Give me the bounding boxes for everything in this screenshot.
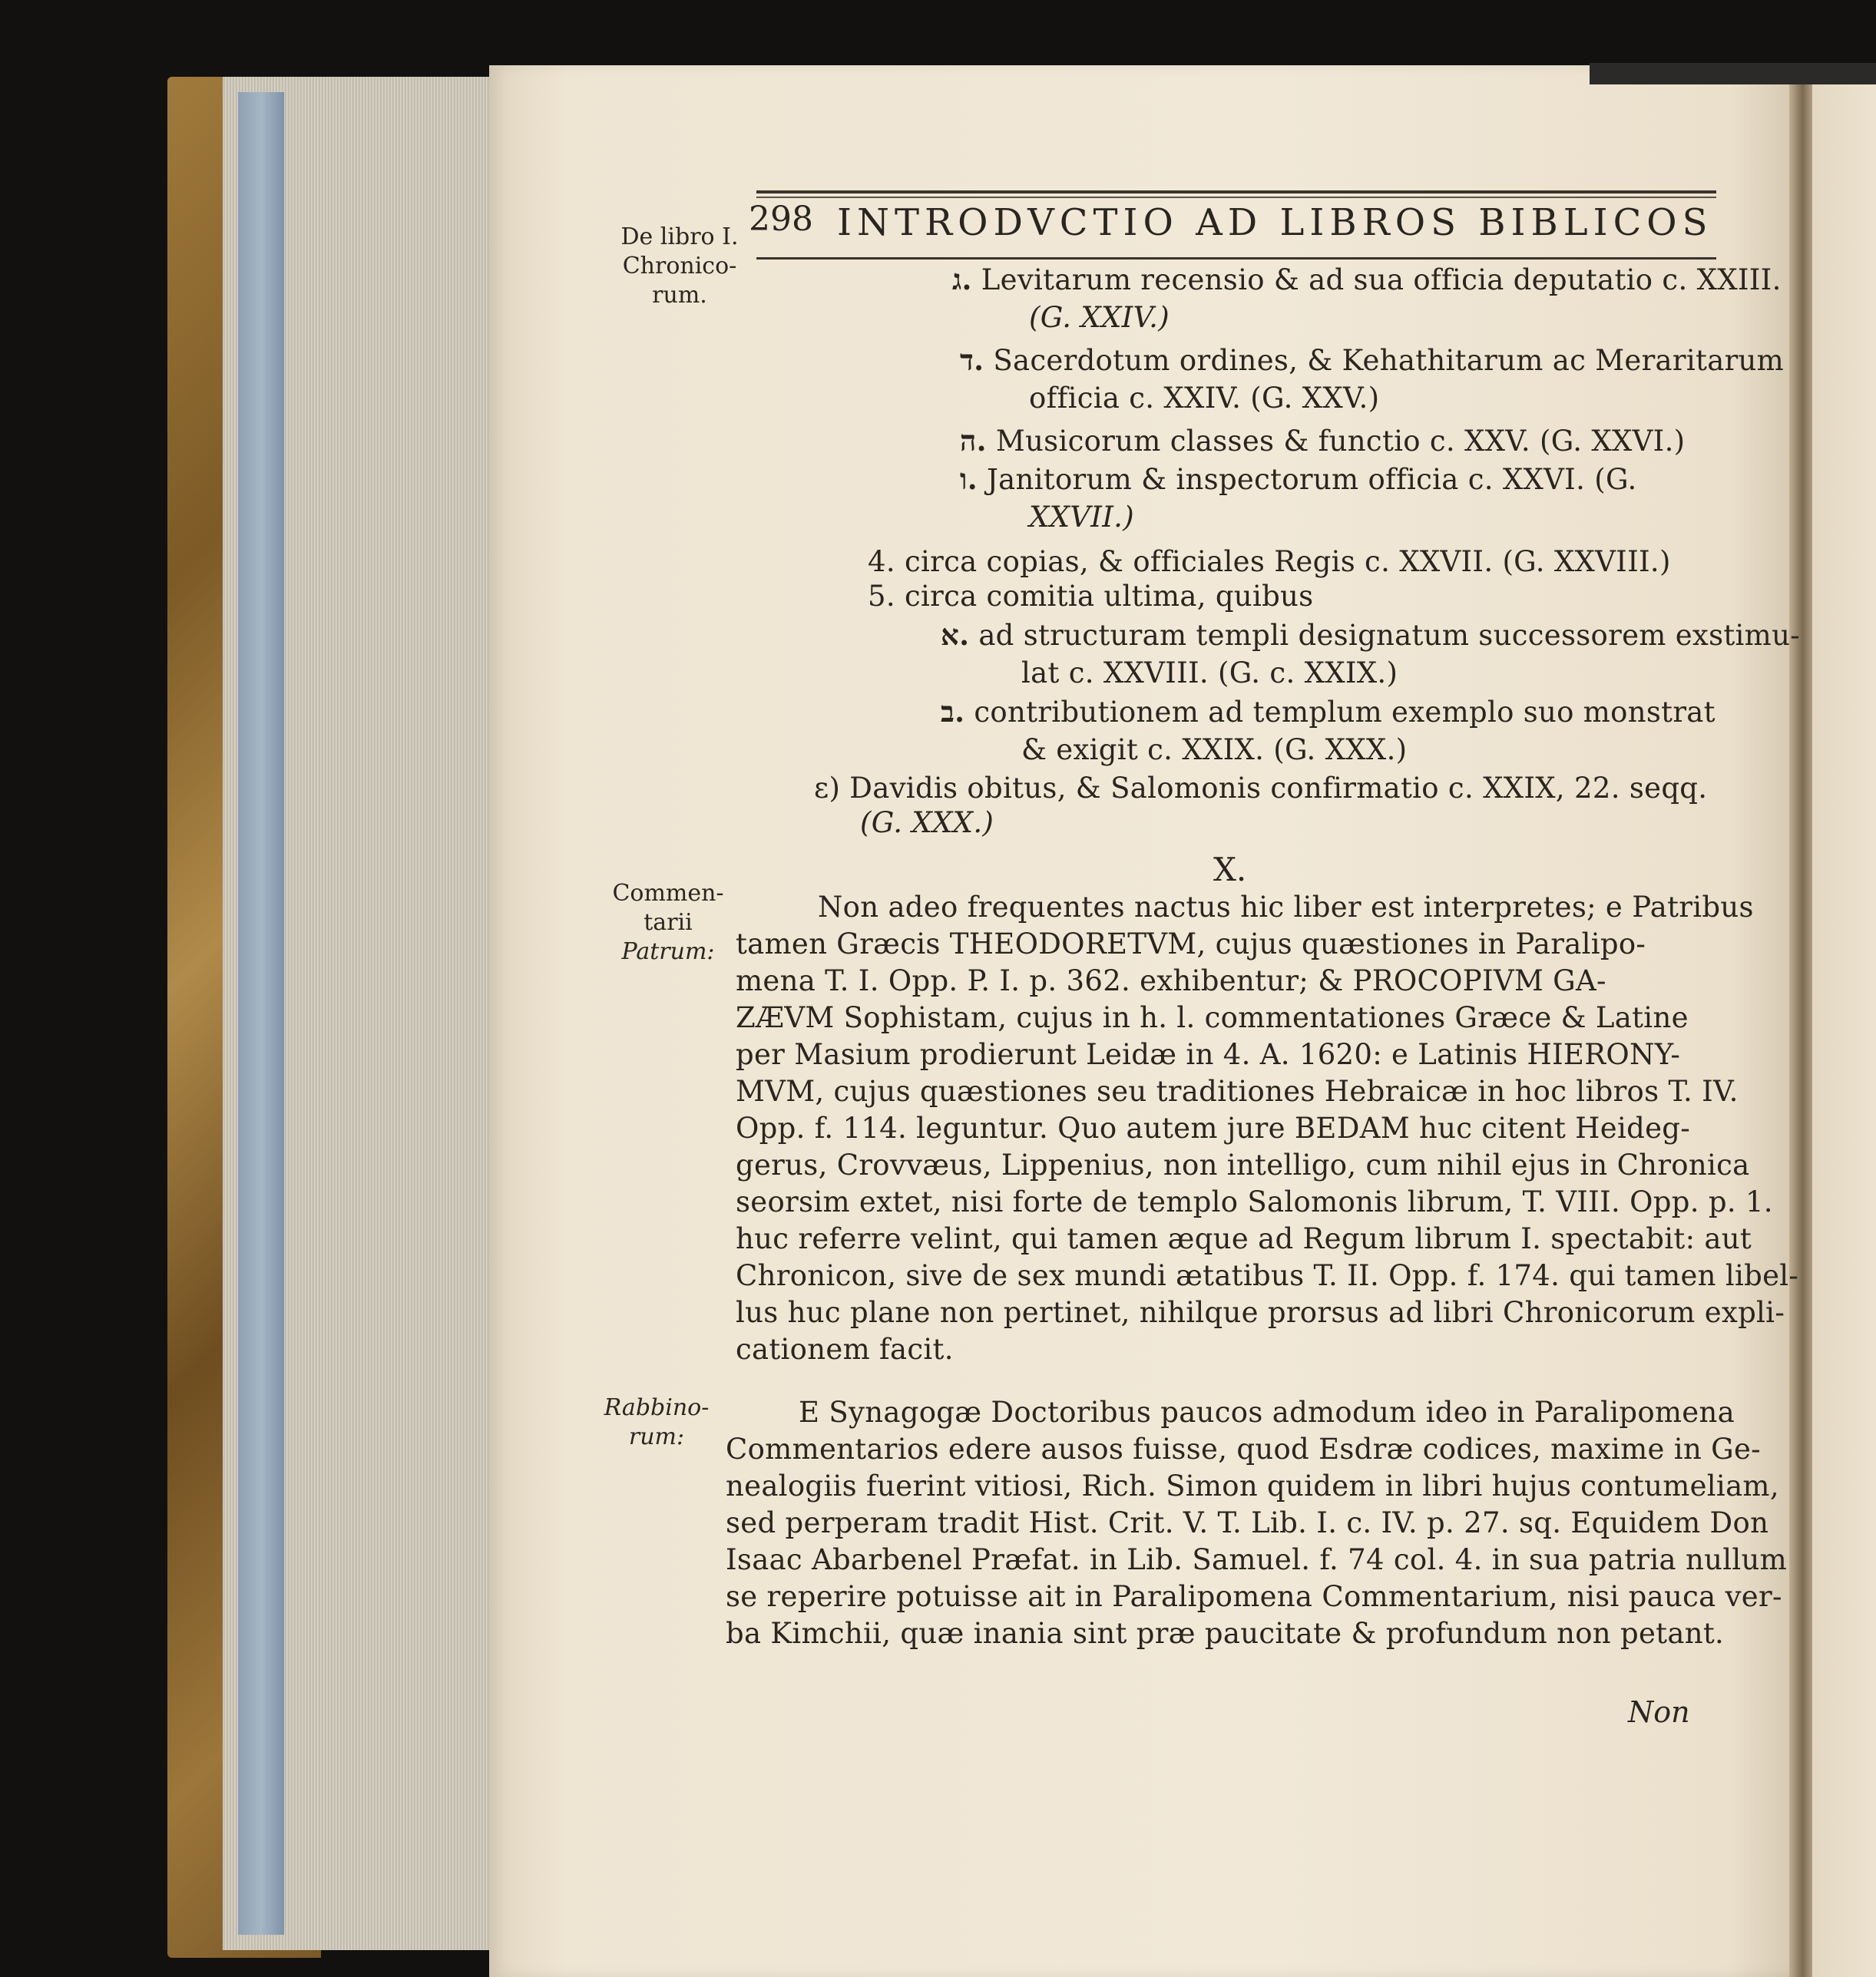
text-line: ba Kimchii, quæ inania sint præ paucitate & profundum non petant.: [726, 1617, 1725, 1650]
margin-line: Chronico-: [622, 253, 737, 279]
margin-note-patrum: [603, 879, 733, 967]
header-rule: [756, 190, 1716, 193]
outline-marker: ג.: [952, 263, 972, 296]
outline-item: [960, 424, 1685, 458]
margin-line: rum.: [652, 282, 707, 309]
outline-text: lat c. XXVIII. (G. c. XXIX.): [1021, 656, 1398, 689]
outline-text: (G. XXX.): [860, 806, 994, 839]
margin-note-book: [614, 223, 745, 310]
margin-line: Commen-: [612, 880, 724, 907]
facing-page-edge: [1812, 65, 1876, 1977]
outline-item: [941, 618, 1800, 653]
text-line: Isaac Abarbenel Præfat. in Lib. Samuel. f. 74 col. 4. in sua patria nullum: [726, 1543, 1787, 1576]
outline-text: circa comitia ultima, quibus: [904, 580, 1314, 613]
outline-text: circa copias, & officiales Regis c. XXVII. (G. XXVIII.): [904, 545, 1671, 578]
margin-line: De libro I.: [620, 223, 739, 250]
outline-marker: ד.: [960, 343, 984, 377]
outline-marker: ε): [814, 772, 841, 805]
outline-text: & exigit c. XXIX. (G. XXX.): [1021, 733, 1408, 766]
outline-item: [868, 580, 1313, 613]
text-line: gerus, Crovvæus, Lippenius, non intelligo, cum nihil ejus in Chronica: [736, 1149, 1750, 1182]
outline-text: officia c. XXIV. (G. XXV.): [1029, 382, 1380, 415]
outline-text: contributionem ad templum exemplo suo monstrat: [974, 696, 1716, 729]
outline-marker: ב.: [941, 695, 965, 729]
outline-item: [1029, 501, 1134, 534]
outline-text: ad structuram templi designatum successorem exstimu-: [978, 619, 1800, 652]
text-line: lus huc plane non pertinet, nihilque prorsus ad libri Chronicorum expli-: [736, 1296, 1785, 1329]
text-line: Opp. f. 114. leguntur. Quo autem jure BEDAM huc citent Heideg-: [736, 1112, 1691, 1145]
dark-tab: [1590, 63, 1876, 84]
text-line: cationem facit.: [736, 1333, 954, 1366]
text-line: nealogiis fuerint vitiosi, Rich. Simon quidem in libri hujus contumeliam,: [726, 1470, 1779, 1503]
outline-item: [868, 545, 1671, 578]
outline-item: [960, 343, 1784, 378]
outline-text: Sacerdotum ordines, & Kehathitarum ac Meraritarum: [993, 344, 1785, 377]
outline-text: Davidis obitus, & Salomonis confirmatio c. XXIX, 22. seqq.: [849, 772, 1708, 805]
outline-item: [860, 806, 994, 839]
page-number: 298: [749, 200, 813, 239]
margin-line: tarii: [644, 909, 693, 936]
text-line: per Masium prodierunt Leidæ in 4. A. 1620: e Latinis HIERONY-: [736, 1038, 1681, 1071]
outline-item: [1021, 733, 1407, 766]
running-head: INTRODVCTIO AD LIBROS BIBLICOS: [837, 201, 1713, 244]
outline-marker: ו.: [960, 462, 978, 496]
header-rule-thin: [756, 197, 1716, 198]
outline-item: [960, 462, 1637, 497]
outline-item: [941, 695, 1716, 729]
outline-text: Musicorum classes & functio c. XXV. (G. XXVI.): [995, 425, 1686, 458]
page-edge-color: [238, 92, 284, 1935]
text-line: seorsim extet, nisi forte de templo Salomonis librum, T. VIII. Opp. p. 1.: [736, 1185, 1773, 1218]
outline-text: Janitorum & inspectorum officia c. XXVI. (G.: [987, 463, 1637, 496]
text-line: Commentarios edere ausos fuisse, quod Esdræ codices, maxime in Ge-: [726, 1433, 1761, 1466]
section-number: X.: [1213, 851, 1247, 888]
margin-line: Patrum:: [621, 938, 715, 965]
outline-marker: א.: [941, 618, 970, 652]
margin-line: rum:: [628, 1423, 685, 1450]
margin-line: Rabbino-: [604, 1394, 710, 1421]
outline-item: [1029, 301, 1170, 334]
outline-item: [814, 772, 1707, 805]
text-line: MVM, cujus quæstiones seu traditiones Hebraicæ in hoc libros T. IV.: [736, 1075, 1739, 1108]
outline-marker: ה.: [960, 424, 987, 458]
text-line: se reperire potuisse ait in Paralipomena Commentarium, nisi pauca ver-: [726, 1580, 1782, 1613]
catchword: Non: [1628, 1695, 1690, 1729]
outline-marker: 4.: [868, 545, 895, 578]
text-line: Chronicon, sive de sex mundi ætatibus T. II. Opp. f. 174. qui tamen libel-: [736, 1259, 1799, 1292]
outline-item: [952, 263, 1782, 297]
text-line: huc referre velint, qui tamen æque ad Regum librum I. spectabit: aut: [736, 1222, 1752, 1255]
outline-text: (G. XXIV.): [1029, 301, 1170, 334]
outline-item: [1029, 382, 1379, 415]
text-line: E Synagogæ Doctoribus paucos admodum ideo in Paralipomena: [799, 1396, 1735, 1429]
outline-marker: 5.: [868, 580, 895, 613]
margin-note-rabbinorum: [591, 1393, 722, 1452]
text-line: sed perperam tradit Hist. Crit. V. T. Lib. I. c. IV. p. 27. sq. Equidem Don: [726, 1506, 1769, 1539]
header-underline: [756, 257, 1716, 260]
text-line: mena T. I. Opp. P. I. p. 362. exhibentur; & PROCOPIVM GA-: [736, 964, 1606, 997]
text-line: tamen Græcis THEODORETVM, cujus quæstiones in Paralipo-: [736, 927, 1646, 960]
outline-item: [1021, 656, 1398, 689]
outline-text: XXVII.): [1029, 501, 1134, 534]
text-line: ZÆVM Sophistam, cujus in h. l. commentationes Græce & Latine: [736, 1001, 1689, 1034]
outline-text: Levitarum recensio & ad sua officia deputatio c. XXIII.: [981, 263, 1782, 296]
text-line: Non adeo frequentes nactus hic liber est interpretes; e Patribus: [818, 891, 1754, 924]
